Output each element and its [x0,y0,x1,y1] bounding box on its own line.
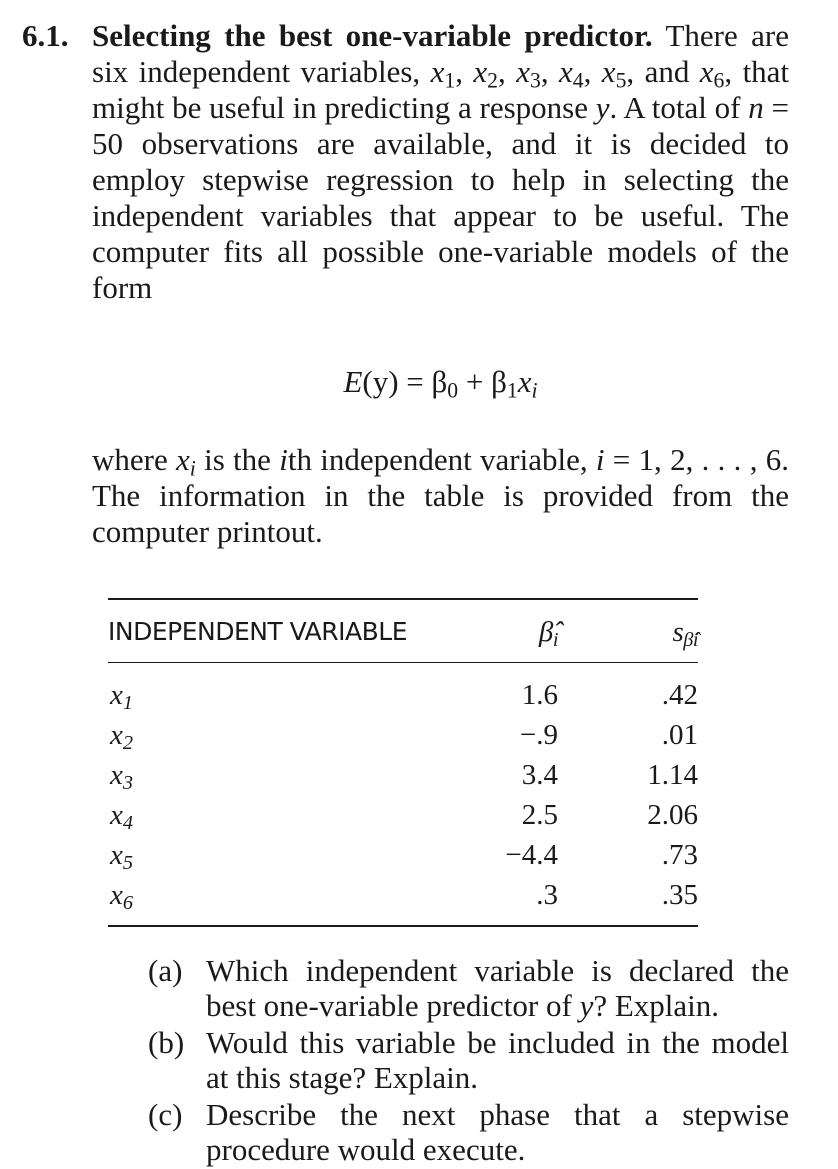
intro-text-1: There are six independent variables, [92,18,789,89]
problem-paragraph: Selecting the best one-variable predictor. There are six independent variables, $x_1$, $x_2$, $x_3$, $x_4$, $x_5$, and $x_6$, that might be useful in predicting a response y. A total of n = 50 observations are available, and it is decided to employ stepwise regression to help in selecting the independent variables that appear to be useful. The computer fits all possible one-variable models of the form [92,18,790,305]
response-var: y [595,90,610,125]
coefficients-table [108,598,698,927]
model-equation: $E(y) = \beta_0 + \beta_1x_i$ [343,364,538,403]
n-symbol: n [748,90,764,125]
problem-number: 6.1. [22,18,69,53]
question-c: (c) Describe the next phase that a stepwise procedure would execute. [148,1097,789,1167]
variable-list: $x_1$, $x_2$, $x_3$, $x_4$, $x_5$, and $x_6$, [430,54,743,93]
question-b: (b) Would this variable be included in the model at this stage? Explain. [148,1025,789,1095]
table-row: $x_5$ −4.4 .73 [110,839,698,875]
intro-text-2: that might be useful in predicting a response [92,54,790,125]
header-std-error: $s_{\betâi}$ [558,599,698,663]
question-a: (a) Which independent variable is declared the best one-variable predictor of y? Explain. [148,953,789,1023]
table-row: $x_4$ 2.5 2.06 [110,799,698,835]
question-list [148,953,789,1167]
problem-6-1 [22,14,792,1169]
table-row: $x_2$ −.9 .01 [110,719,698,755]
table-row: $x_1$ 1.6 .42 [110,679,698,715]
header-beta-hat: $\betâ_i$ [408,599,558,663]
header-independent-variable: INDEPENDENT VARIABLE [108,599,408,663]
problem-body [92,18,789,1167]
after-paragraph: where $x_i$ is the ith independent variable, i = 1, 2, . . . , 6. The information in the table is provided from the computer printout. [92,442,789,549]
n-value: = 50 [92,90,790,161]
problem-title: Selecting the best one-variable predictor. [92,18,653,53]
table-row: $x_3$ 3.4 1.14 [110,759,698,795]
intro-text-4: observations are available, and it is decided to employ stepwise regression to help in selecting the independent variables that appear to be useful. The computer fits all possible one-variable models of the form [92,126,790,305]
intro-text-3: A total of [623,90,741,125]
table-row: $x_6$ .3 .35 [110,879,698,915]
